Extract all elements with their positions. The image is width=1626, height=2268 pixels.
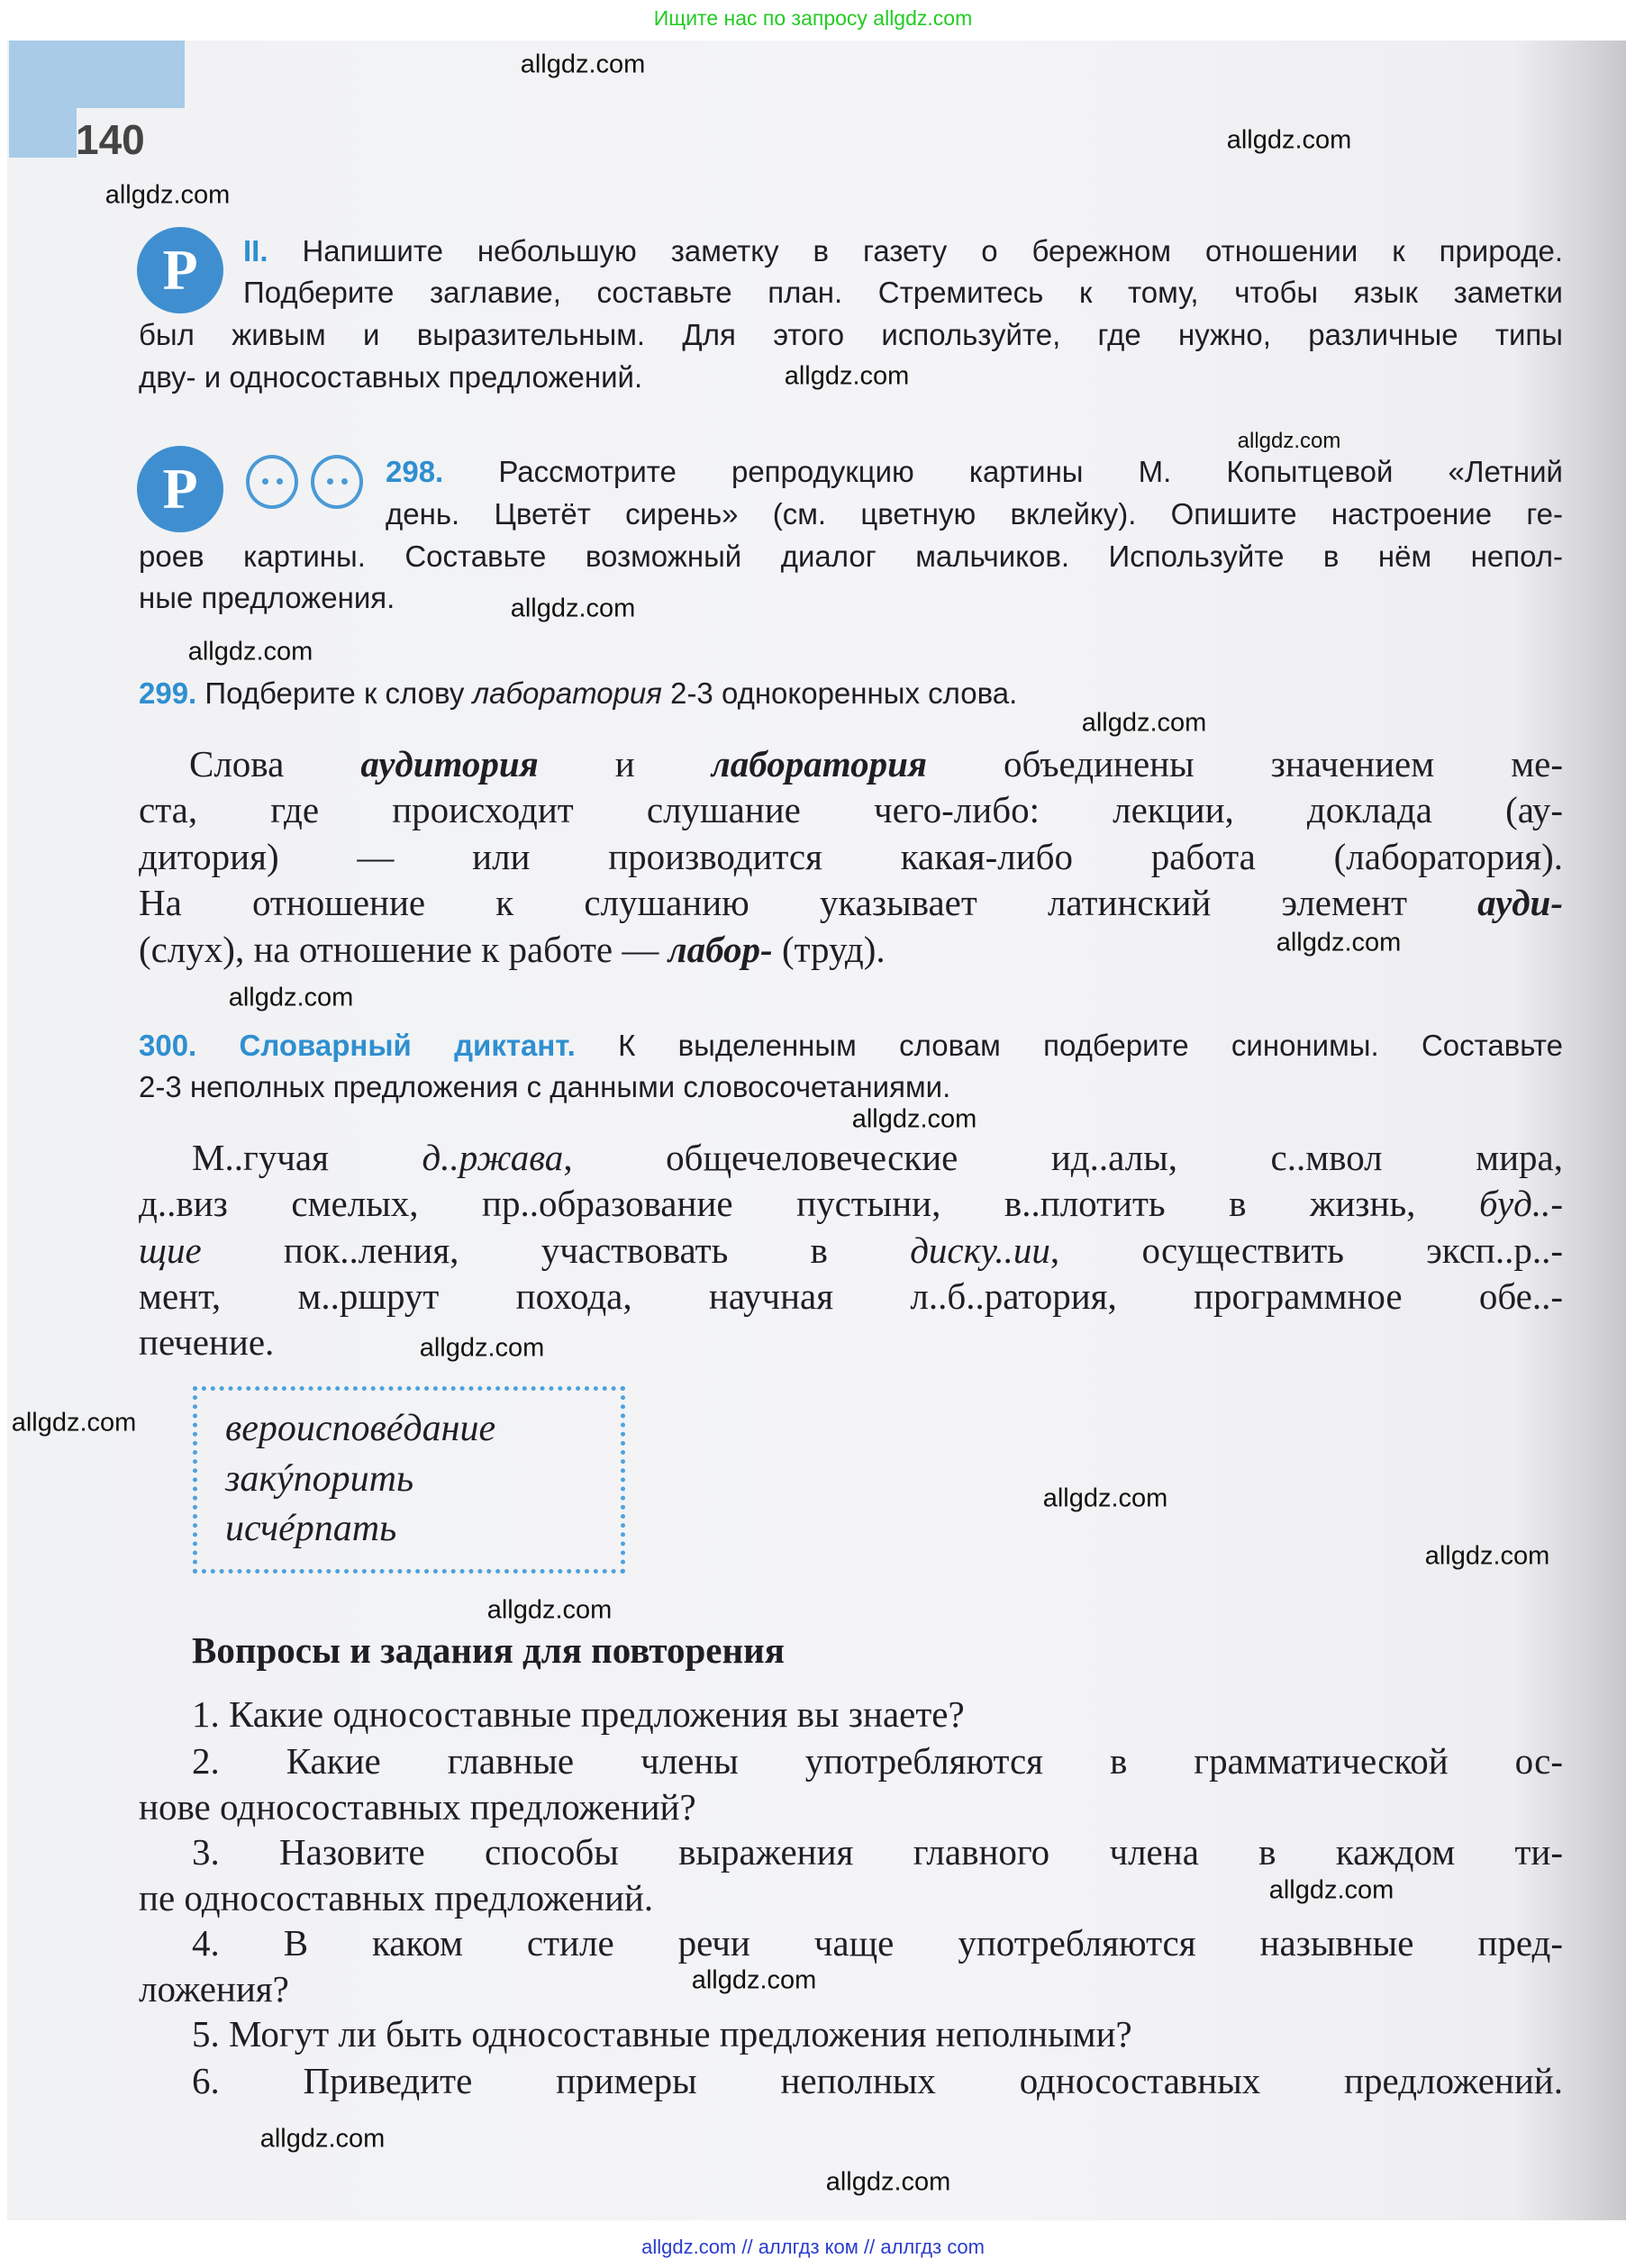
review-question-line bbox=[192, 1740, 1563, 1782]
question-text: 3. Назовите способы выражения главного члена в каждом ти- bbox=[192, 1831, 1563, 1873]
watermark: allgdz.com bbox=[1226, 125, 1352, 155]
text-segment: лаборатория bbox=[711, 743, 927, 785]
info-paragraph-line bbox=[189, 743, 1563, 785]
text-segment: лабор- bbox=[668, 929, 773, 970]
task-300-line bbox=[139, 1072, 950, 1102]
watermark: allgdz.com bbox=[825, 2167, 951, 2197]
dictation-line bbox=[139, 1229, 1563, 1271]
task-ii-line bbox=[139, 362, 642, 392]
task-text: дву- и односоставных предложений. bbox=[139, 360, 643, 394]
text-segment: дитория) — или производится какая-либо работа (лаборатория). bbox=[139, 836, 1563, 877]
vocabulary-word: вероисповéдание bbox=[225, 1408, 496, 1449]
task-text: был живым и выразительным. Для этого используйте, где нужно, различные типы bbox=[139, 318, 1563, 351]
info-paragraph-line bbox=[139, 789, 1563, 830]
watermark: allgdz.com bbox=[1081, 708, 1207, 738]
question-text: 5. Могут ли быть односоставные предложения неполными? bbox=[192, 2013, 1132, 2055]
task-text: ные предложения. bbox=[139, 581, 395, 614]
watermark: allgdz.com bbox=[486, 1595, 613, 1625]
text-segment: М..гучая bbox=[192, 1137, 422, 1178]
watermark: allgdz.com bbox=[691, 1965, 817, 1995]
task-text: 2-3 неполных предложения с данными словосочетаниями. bbox=[139, 1070, 951, 1103]
task-ii-line bbox=[243, 277, 1563, 307]
text-segment: д..виз смелых, пр..образование пустыни, в..плотить в жизнь, bbox=[139, 1183, 1479, 1224]
task-298-line bbox=[139, 583, 395, 612]
dialogue-smiley-icon bbox=[311, 455, 363, 509]
task-text: день. Цветёт сирень» (см. цветную вклейку). Опишите настроение ге- bbox=[386, 497, 1563, 531]
text-segment: Слова bbox=[189, 743, 361, 785]
watermark: allgdz.com bbox=[259, 2124, 386, 2154]
dictation-line bbox=[139, 1275, 1563, 1317]
task-text: Подберите заглавие, составьте план. Стремитесь к тому, чтобы язык заметки bbox=[243, 276, 1563, 309]
dictation-line bbox=[192, 1139, 1563, 1176]
page-corner-tab bbox=[9, 41, 185, 108]
task-ii-line bbox=[139, 320, 1563, 349]
text-segment: (труд). bbox=[772, 929, 886, 970]
text-segment: , общечеловеческие ид..алы, с..мвол мира, bbox=[563, 1137, 1563, 1178]
text-segment: лаборатория bbox=[472, 676, 662, 710]
watermark: allgdz.com bbox=[104, 180, 231, 210]
text-segment: , осуществить эксп..р..- bbox=[1049, 1229, 1563, 1271]
review-question-line bbox=[192, 2060, 1563, 2101]
dictation-line bbox=[139, 1321, 275, 1363]
top-banner: Ищите нас по запросу allgdz.com bbox=[653, 6, 973, 30]
watermark: allgdz.com bbox=[851, 1104, 977, 1134]
task-text: Напишите небольшую заметку в газету о бережном отношении к природе. bbox=[302, 234, 1563, 268]
text-segment: На отношение к слушанию указывает латинский элемент bbox=[139, 882, 1478, 923]
task-298-line bbox=[139, 541, 1563, 571]
page-corner-tab bbox=[9, 108, 77, 158]
text-segment: ауди- bbox=[1477, 882, 1563, 923]
task-number: 300. Словарный диктант. bbox=[139, 1029, 576, 1062]
bottom-banner: allgdz.com // аллгдз ком // аллгдз com bbox=[0, 2229, 1626, 2268]
watermark: allgdz.com bbox=[1268, 1875, 1394, 1905]
watermark: allgdz.com bbox=[510, 594, 636, 623]
question-text: пе односоставных предложений. bbox=[139, 1877, 654, 1919]
text-segment: диску..ии bbox=[910, 1229, 1050, 1271]
task-299-line bbox=[139, 678, 1017, 708]
review-question-line bbox=[192, 2013, 1132, 2055]
vocabulary-word: исчéрпать bbox=[225, 1508, 397, 1549]
text-segment: - bbox=[1550, 1183, 1563, 1224]
question-text: 4. В каком стиле речи чаще употребляются назывные пред- bbox=[192, 1922, 1563, 1964]
speech-development-badge-icon: Р bbox=[137, 227, 223, 313]
question-text: ложения? bbox=[139, 1968, 289, 2009]
text-segment: д..ржава bbox=[422, 1137, 564, 1178]
text-segment: мент, м..ршрут похода, научная л..б..ратория, программное обе..- bbox=[139, 1275, 1563, 1317]
watermark: allgdz.com bbox=[419, 1333, 545, 1363]
question-text: 1. Какие односоставные предложения вы знаете? bbox=[192, 1693, 965, 1735]
dictation-line bbox=[139, 1185, 1563, 1222]
dialogue-smiley-icon bbox=[246, 455, 298, 509]
watermark: allgdz.com bbox=[1424, 1541, 1550, 1571]
task-number: 298. bbox=[386, 455, 444, 488]
review-question-line bbox=[139, 1786, 696, 1828]
watermark: allgdz.com bbox=[228, 983, 354, 1012]
task-number: II. bbox=[243, 234, 268, 268]
task-298-line bbox=[386, 457, 1563, 486]
text-segment: щие bbox=[139, 1229, 202, 1271]
watermark: allgdz.com bbox=[1276, 928, 1402, 957]
task-text: роев картины. Составьте возможный диалог мальчиков. Используйте в нём непол- bbox=[139, 540, 1563, 573]
watermark: allgdz.com bbox=[1042, 1483, 1168, 1513]
task-text: К выделенным словам подберите синонимы. Составьте bbox=[618, 1029, 1563, 1062]
review-question-line bbox=[139, 1877, 654, 1919]
question-text: 6. Приведите примеры неполных односоставных предложений. bbox=[192, 2060, 1563, 2101]
text-segment: объединены значением ме- bbox=[927, 743, 1563, 785]
watermark: allgdz.com bbox=[1237, 429, 1341, 453]
review-heading: Вопросы и задания для повторения bbox=[192, 1629, 785, 1671]
info-paragraph-line bbox=[139, 836, 1563, 877]
watermark: allgdz.com bbox=[784, 361, 910, 391]
watermark: allgdz.com bbox=[520, 50, 646, 79]
text-segment: аудитория bbox=[360, 743, 539, 785]
text-segment: и bbox=[538, 743, 712, 785]
review-question-line bbox=[139, 1968, 289, 2009]
question-text: нове односоставных предложений? bbox=[139, 1786, 696, 1828]
text-segment: ста, где происходит слушание чего-либо: лекции, доклада (ау- bbox=[139, 789, 1563, 830]
vocabulary-word: закýпорить bbox=[225, 1458, 414, 1500]
text-segment: 2-3 однокоренных слова. bbox=[661, 676, 1018, 710]
info-paragraph-line bbox=[139, 882, 1563, 923]
review-question-line bbox=[192, 1831, 1563, 1873]
text-segment: печение. bbox=[139, 1321, 275, 1363]
task-300-line bbox=[139, 1030, 1563, 1060]
info-paragraph-line bbox=[139, 931, 886, 968]
watermark: allgdz.com bbox=[187, 637, 313, 667]
text-segment: пок..ления, участвовать в bbox=[201, 1229, 911, 1271]
watermark: allgdz.com bbox=[11, 1408, 137, 1438]
text-segment: (слух), на отношение к работе — bbox=[139, 929, 668, 970]
task-text: Рассмотрите репродукцию картины М. Копытцевой «Летний bbox=[498, 455, 1563, 488]
page-number: 140 bbox=[76, 116, 145, 163]
task-number: 299. bbox=[139, 676, 197, 710]
text-segment: буд.. bbox=[1478, 1183, 1551, 1224]
speech-development-badge-icon: Р bbox=[137, 446, 223, 532]
task-ii-line bbox=[243, 236, 1563, 266]
review-question-line bbox=[192, 1693, 965, 1735]
question-text: 2. Какие главные члены употребляются в грамматической ос- bbox=[192, 1740, 1563, 1782]
text-segment: Подберите к слову bbox=[204, 676, 473, 710]
review-question-line bbox=[192, 1922, 1563, 1964]
task-298-line bbox=[386, 499, 1563, 529]
